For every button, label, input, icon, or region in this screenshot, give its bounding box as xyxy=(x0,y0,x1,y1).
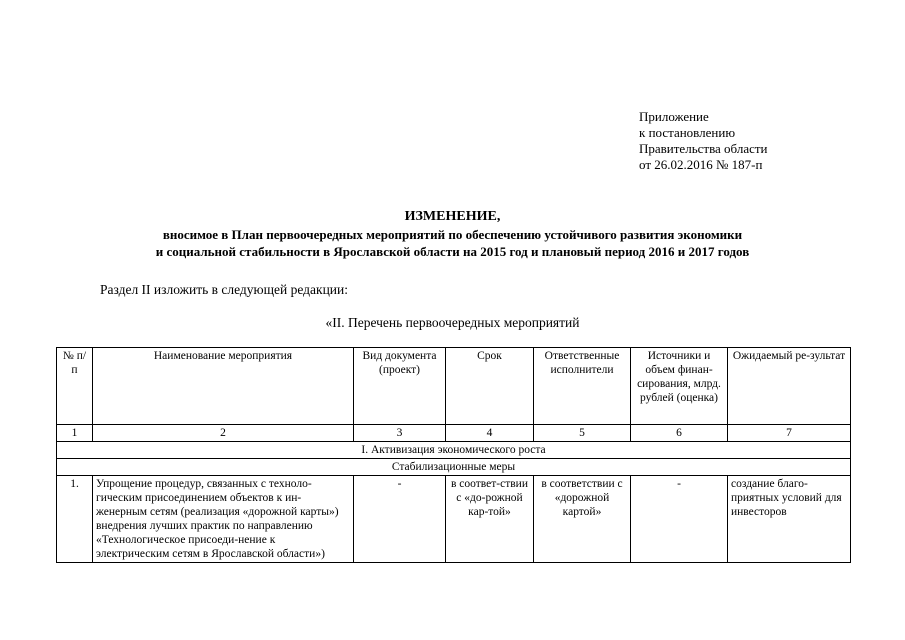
intro-text: Раздел II изложить в следующей редакции: xyxy=(100,282,349,297)
header-cell: Ответственные исполнители xyxy=(534,348,631,425)
appendix-block xyxy=(639,109,768,173)
column-number: 3 xyxy=(354,425,446,442)
appendix-line: Правительства области xyxy=(639,141,768,156)
title-heading: ИЗМЕНЕНИЕ, xyxy=(404,209,501,224)
header-cell: Срок xyxy=(446,348,534,425)
header-cell: Ожидаемый ре-зультат xyxy=(728,348,851,425)
column-number: 7 xyxy=(728,425,851,442)
term: в соответ-ствии с «до-рожной кар-той» xyxy=(446,476,534,563)
header-cell: Вид документа (проект) xyxy=(354,348,446,425)
column-number: 4 xyxy=(446,425,534,442)
row-number: 1. xyxy=(57,476,93,563)
header-cell: Наименование мероприятия xyxy=(93,348,354,425)
column-number: 6 xyxy=(631,425,728,442)
header-cell: № п/п xyxy=(57,348,93,425)
column-number: 2 xyxy=(93,425,354,442)
table-row xyxy=(57,476,851,563)
column-number: 1 xyxy=(57,425,93,442)
section-row xyxy=(57,442,851,459)
subsection-heading: Стабилизационные меры xyxy=(57,459,851,476)
document-title xyxy=(60,208,845,260)
title-line: вносимое в План первоочередных мероприятий по обеспечению устойчивого развития экономики xyxy=(162,227,743,242)
column-number-row xyxy=(57,425,851,442)
table-header-row xyxy=(57,348,851,425)
funding: - xyxy=(631,476,728,563)
appendix-line: от 26.02.2016 № 187-п xyxy=(639,157,763,172)
title-line: и социальной стабильности в Ярославской области на 2015 год и плановый период 2016 и 2017 годов xyxy=(155,244,750,259)
section-heading: I. Активизация экономического роста xyxy=(57,442,851,459)
column-number: 5 xyxy=(534,425,631,442)
appendix-line: Приложение xyxy=(639,109,709,124)
document-type: - xyxy=(354,476,446,563)
header-cell: Источники и объем финан-сирования, млрд. рублей (оценка) xyxy=(631,348,728,425)
measures-table xyxy=(56,347,851,563)
expected-result: создание благо-приятных условий для инвесторов xyxy=(728,476,851,563)
appendix-line: к постановлению xyxy=(639,125,736,140)
subsection-row xyxy=(57,459,851,476)
measure-name: Упрощение процедур, связанных с техноло-гическим присоединением объектов к ин-женерным сетям (реализация «дорожной карты») внедрения лучших практик по направлению «Технологическое присоеди-нение к электрическим сетям в Ярославской области») xyxy=(93,476,354,563)
executors: в соответствии с «дорожной картой» xyxy=(534,476,631,563)
list-title: «II. Перечень первоочередных мероприятий xyxy=(325,315,580,330)
